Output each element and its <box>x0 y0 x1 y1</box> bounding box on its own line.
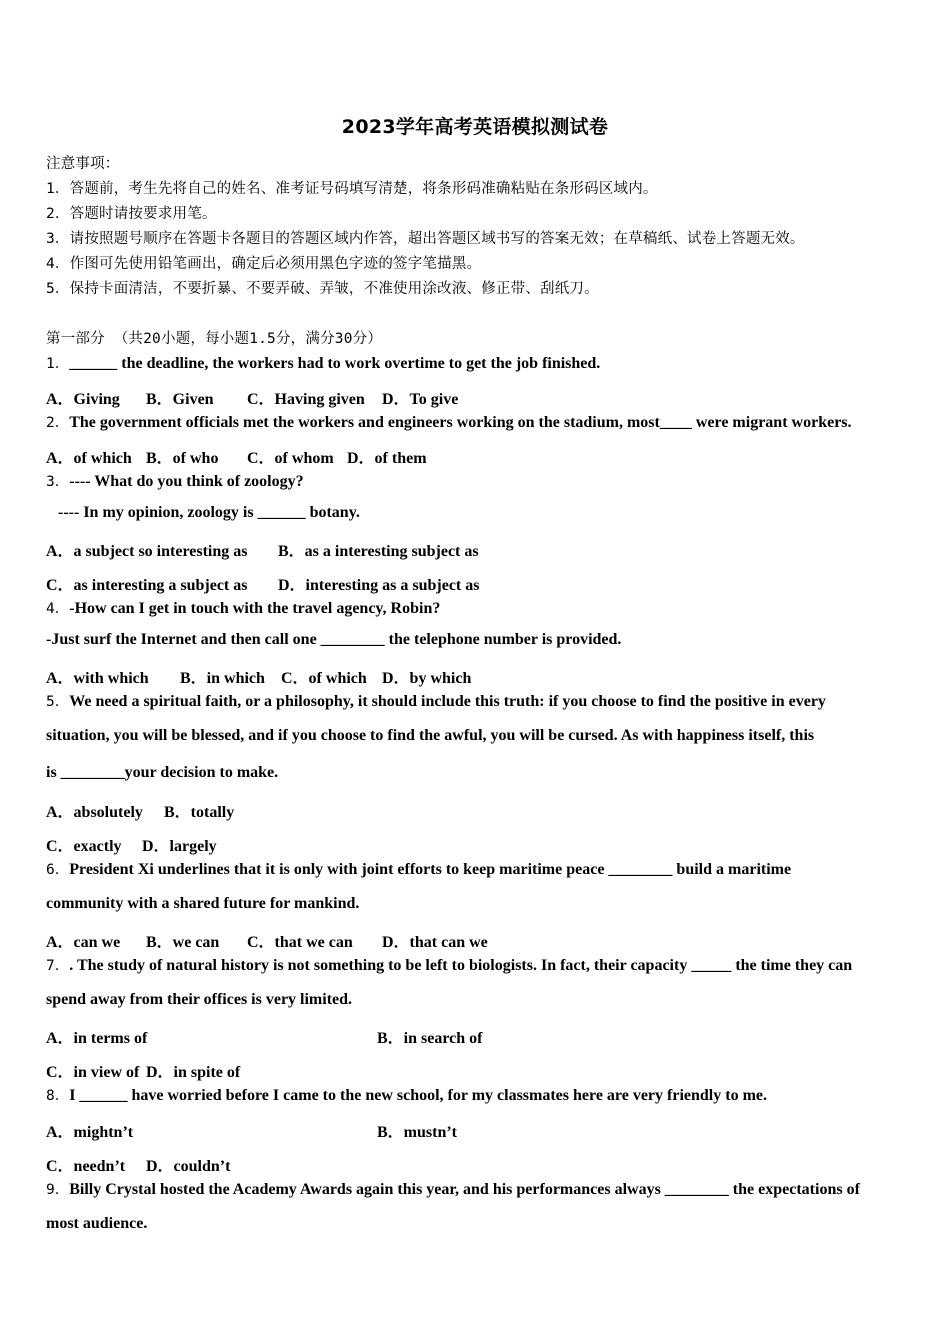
option-c: C．of which <box>281 670 367 687</box>
option-a: A．of which <box>46 450 132 467</box>
question-reply: ---- In my opinion, zoology is ______ botany. <box>58 504 360 521</box>
question-text: I ______ have worried before I came to the new school, for my classmates here are very friendly to me. <box>69 1087 768 1104</box>
question-7 <box>46 954 852 975</box>
question-1 <box>46 352 600 373</box>
option-d: D．interesting as a subject as <box>278 577 480 594</box>
question-text-cont: community with a shared future for mankind. <box>46 895 360 912</box>
question-number: 9． <box>46 1182 70 1198</box>
option-c: C．as interesting a subject as <box>46 577 248 594</box>
notice-heading: 注意事项： <box>46 156 120 172</box>
question-reply: -Just surf the Internet and then call one ________ the telephone number is provided. <box>46 631 622 648</box>
option-b: B．in search of <box>377 1030 483 1047</box>
question-text: The government officials met the workers and engineers working on the stadium, most____ were migrant workers. <box>69 414 852 431</box>
option-b: B．totally <box>164 804 235 821</box>
page-title: 2023学年高考英语模拟测试卷 <box>341 116 609 138</box>
question-2 <box>46 411 852 432</box>
option-c: C．of whom <box>247 450 334 467</box>
section-heading: 第一部分 （共20小题，每小题1.5分，满分30分） <box>46 331 383 347</box>
question-6 <box>46 858 791 879</box>
notice-item: 5．保持卡面清洁，不要折暴、不要弄破、弄皱，不准使用涂改液、修正带、刮纸刀。 <box>46 281 599 297</box>
question-number: 2． <box>46 415 70 431</box>
option-c: C．in view of <box>46 1064 140 1081</box>
option-c: C．exactly <box>46 838 122 855</box>
option-a: A．can we <box>46 934 121 951</box>
notice-item: 4．作图可先使用铅笔画出，确定后必须用黑色字迹的签字笔描黑。 <box>46 256 482 272</box>
question-number: 7． <box>46 958 70 974</box>
option-d: D．couldn’t <box>146 1158 231 1175</box>
option-d: D．by which <box>382 670 472 687</box>
option-a: A．absolutely <box>46 804 143 821</box>
option-d: D．that can we <box>382 934 488 951</box>
notice-item: 1．答题前，考生先将自己的姓名、准考证号码填写清楚，将条形码准确粘贴在条形码区域内。 <box>46 181 658 197</box>
question-text-cont: most audience. <box>46 1215 148 1232</box>
question-number: 5． <box>46 694 70 710</box>
question-text: ---- What do you think of zoology? <box>69 473 304 490</box>
option-d: D．To give <box>382 391 459 408</box>
question-text: -How can I get in touch with the travel agency, Robin? <box>69 600 441 617</box>
option-a: A．Giving <box>46 391 120 408</box>
question-text: President Xi underlines that it is only with joint efforts to keep maritime peace ________ build a maritime <box>69 861 792 878</box>
notice-item: 3．请按照题号顺序在答题卡各题目的答题区域内作答，超出答题区域书写的答案无效；在草稿纸、试卷上答题无效。 <box>46 231 805 247</box>
option-c: C．needn’t <box>46 1158 126 1175</box>
question-number: 8． <box>46 1088 70 1104</box>
option-b: B．Given <box>146 391 214 408</box>
question-text: Billy Crystal hosted the Academy Awards again this year, and his performances always ________ the expectations of <box>69 1181 860 1198</box>
question-text-cont: is ________your decision to make. <box>46 764 279 781</box>
option-d: D．in spite of <box>146 1064 241 1081</box>
question-number: 3． <box>46 474 70 490</box>
question-9 <box>46 1178 860 1199</box>
question-4 <box>46 597 440 618</box>
option-b: B．in which <box>180 670 265 687</box>
option-b: B．mustn’t <box>377 1124 458 1141</box>
option-a: A．mightn’t <box>46 1124 134 1141</box>
option-b: B．as a interesting subject as <box>278 543 479 560</box>
question-number: 6． <box>46 862 70 878</box>
option-d: D．of them <box>347 450 427 467</box>
question-text-cont: spend away from their offices is very limited. <box>46 991 353 1008</box>
option-d: D．largely <box>142 838 217 855</box>
question-5 <box>46 690 826 711</box>
option-c: C．that we can <box>247 934 353 951</box>
question-text: We need a spiritual faith, or a philosophy, it should include this truth: if you choose to find the positive in every <box>69 693 826 710</box>
question-text: . The study of natural history is not something to be left to biologists. In fact, their capacity _____ the time they can <box>69 957 853 974</box>
question-number: 4． <box>46 601 70 617</box>
option-b: B．of who <box>146 450 219 467</box>
question-8 <box>46 1084 767 1105</box>
question-text: ______ the deadline, the workers had to work overtime to get the job finished. <box>69 355 601 372</box>
option-c: C．Having given <box>247 391 365 408</box>
question-text-cont: situation, you will be blessed, and if you choose to find the awful, you will be cursed. As with happiness itself, this <box>46 727 815 744</box>
option-a: A．in terms of <box>46 1030 148 1047</box>
option-a: A．a subject so interesting as <box>46 543 248 560</box>
question-number: 1． <box>46 356 70 372</box>
question-3 <box>46 470 304 491</box>
option-a: A．with which <box>46 670 149 687</box>
notice-item: 2．答题时请按要求用笔。 <box>46 206 217 222</box>
option-b: B．we can <box>146 934 220 951</box>
